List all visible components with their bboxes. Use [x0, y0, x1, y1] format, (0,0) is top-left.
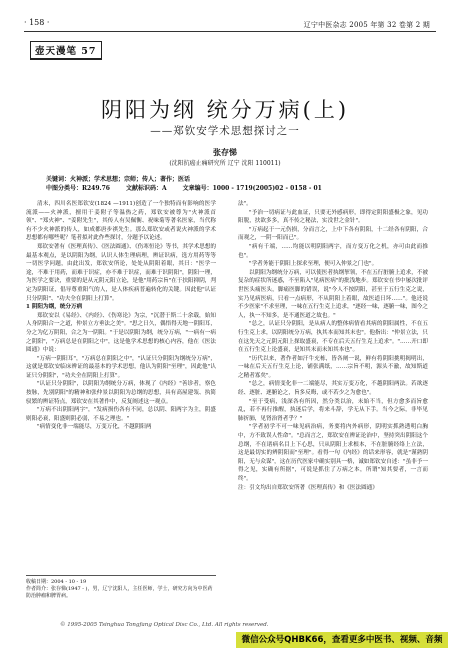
paragraph: "总之，认证只分阴阳，是从病人的整体病情看其病的阴阳属性，不在五行生克上求，以阴阳统分万病，执其本而知其末也"。他指出："仲景立法，只在这先天之元阴元阳上探取盛衰，不专在后天五行生克上追求"。"……开口即在五行生克上论盛衰，是知其末而未知其本也"。 [238, 321, 428, 354]
paragraph: 注：引文均出自郑钦安所著《医理真传》和《医法圆通》 [238, 484, 378, 491]
wechat-banner: 微信公众号QHBK66，查看更多中医书、视频、音频 [236, 632, 448, 648]
paragraph: 法"。 [238, 201, 252, 207]
article-title: 阴阳为纲 统分万病(上) [100, 98, 350, 122]
footnote [26, 575, 216, 600]
paragraph: 郑钦安以《易经》、《内经》、《伤寒论》为宗，"沉潜于斯二十余载，始知人身阴阳合一之道，仲景立方垂法之美"。"思之日久，偶悟得天地一阴阳耳，分之为亿万阴阳，合之为一阴阳。"于是以阴阳为纲，统分万病，"一病有一病之阴阳"，"万病总是在阴阳之中"，这是他学术思想的核心内容，他在《医法圆通》中说： [26, 312, 216, 354]
paragraph: "总之，病情变化非一二端能尽，其实万变万化，不越阴阳两法。若欲逐经、逐脏、逐腑论之，旨多反晦，或不若少之为愈也"。 [238, 381, 428, 397]
paragraph: 清末，四川名医郑钦安(1824 —1911)创造了一个独特而有影响的医学流派——火神派，擅用干姜附子等温热之药，郑钦安被尊为"火神派首领"、"郑火神"、"姜附先生"，其传人有吴佩衡、祝味菊等著名医家，当代称有不少火神派的传人，如成都唐步祺先生。那么郑钦安或者说火神派的学术思想都有哪些呢？笔者拟对此作些探讨，分题予以论述。 [26, 201, 216, 242]
paragraph: "万病起于一元伤损，分而言之，上中下各有阴阳，十二经各有阴阳，合而观之，一阴一阳而已"。 [238, 226, 428, 242]
page-number: · 158 · [24, 18, 50, 27]
received-date: 收稿日期：2004 - 10 - 19 [26, 579, 87, 585]
section-heading: 1 阴阳为纲，统分万病 [26, 304, 83, 311]
paragraph: "病有千端，……均能以明阴阳两字，而方变万化之机，亦可由此而推也"。 [238, 243, 428, 259]
journal-citation: 辽宁中医杂志 2005 年第 32 卷第 2 期 [303, 21, 430, 29]
paragraph: 以阴阳为纲统分万病，可以使医者执纲挈领，不在五行脏腑上追求，不被复杂的症状所迷惑，不至陷入"见病医病"的批浅地步。郑钦安在书中屡次批评世医头痛医头，脚痛医脚的错误，说"今人不按阴阳，甚至于五行生克之说，实乃见病医病，只看一点病形，不从阴阳上着眼，故医道日坏……"。他还说不少医家"不求至理，一味在五行生克上追求，"逐经一味，逐腑一味，图今之人，执一不知多，是不通医道之故也。" [238, 269, 429, 319]
copyright-notice: © 1995-2005 Tsinghua Tongfang Optical Disc Co., Ltd. All rights reserved. [60, 622, 269, 628]
author-name: 张存悌 [213, 147, 237, 157]
running-header [24, 14, 436, 32]
classification-number: 中图分类号：R249.76 [46, 185, 110, 192]
paragraph: "病情变化非一端能尽，万变万化，不越阴阳两 [37, 424, 152, 431]
paragraph: "万病不出阴阳两字"，"发病损伤各有不同，总以阴、阳两字为主，阴盛则阳必衰，阳盛则阴必弱，不易之理也。" [26, 407, 216, 422]
paragraph: "历代以来，著作者如汗牛充栋，皆各阐一说，鲜有将阴阳挑明揭明出，一味在后天五行生克上论，铺张满纸，……宗旨不明，源头不澈，故知斯道之精者寡矣"。 [238, 355, 428, 379]
author-bio: 作者简介：张存悌(1947 - )，男，辽宁沈阳人，主任医师，学士，研究方向为中医药防治肿瘤和脾胃病。 [26, 586, 213, 599]
paragraph: "至于受病，浅深各有所因，然分类以治，未始不当，但方愈多而旨愈乱，若不再行推醒，执迷后学，将来斗辞，学无从下手。当今之际，非毕见肺折肺，见肾治肾者乎？" [238, 398, 428, 422]
article-id: 文章编号：1000 - 1719(2005)02 - 0158 - 01 [182, 185, 322, 192]
paragraph: "万病一阴阳耳"，"万病总在阴阳之中"，"认证只分阴阳为纲统分万病"，这就是郑钦安临床辨证的最基本的学术思想，他认为阴阳"至理"，因此他"认证只分阴阳"，"功夫全在阴阳上打算"。 [26, 355, 216, 379]
article-subtitle: ——郑钦安学术思想探讨之一 [150, 125, 300, 137]
paragraph: "学者初学不可一味见病治病，务要将内外病形，阴明实抓熟透明白胸中，方不致误人性命"。"总而言之，郑钦安在辨证论治中，坚持突出阴阳这个总纲，不在诸病名目上下心思，只从阴阳上求根本，不在脏腑经络上立法，这是最切实的辨阴阳而"至理"。看得一句《内经》的话来形容，就是"谨熟阴阳，无与众谋"，这在历代医家中确实别具一格，诚如郑钦安自述："虽非予一得之见，实确有所据"，可说是抓住了万病之本，所谓"知其要者，一言而终"。 [238, 424, 428, 482]
right-column [238, 200, 428, 492]
paragraph: 郑钦安著有《医理真传》、《医法圆通》、《伤寒恒论》等书，其学术思想的最基本观点，是以阴阳为纲，认识人体生理病理，辨证识病，选方用药等等一切医学问题，由此出发，郑钦安所论，处处从阴阳着眼，其曰："医学一途，不难于用药，而难于识症，亦不难于识症，而难于识阴阳"，阴阳一理，为医学之要诀，重要的是从元阴元阳立论，是他"用药宗旨"在于扶阳抑阴，判定为阴阳证，倡导尊重阳气的人，是人体疾病普遍转化的关键。因此他"认证只分阴阳"、"功夫全在阴阳上打算"。 [26, 243, 216, 302]
paragraph: "学者务能于阴阳上探求至理，便可入仲景之门也"。 [249, 261, 378, 268]
paragraph: "认证只分阴阳"，以阴阳为纲统分万病，体现了《内经》"善诊者，察色按脉，先别阴阳"的精神和张仲景以阴阳为总纲的思想，具有高屋建瓴、执简驭繁的辨证特点，郑钦安在其著作中，反复阐述这一观点。 [26, 381, 216, 405]
left-column [26, 200, 216, 432]
document-code: 文献标识码：A [125, 185, 167, 192]
keywords: 关键词：火神派；学术思想；宗师；传人；著作；医话 [46, 176, 191, 183]
author-affiliation: (沈阳抗癌止痛研究所 辽宁 沈阳 110011) [169, 160, 281, 167]
column-tag: 壶天漫笔 57 [30, 41, 102, 60]
paragraph: "予治一切病证与此血证，只要无外感病形，即得定阴阳盛极之象，见功阳脱，扶欲多多，真不传之秘法，实没世之金针"。 [238, 209, 428, 225]
article-metadata [46, 175, 410, 193]
